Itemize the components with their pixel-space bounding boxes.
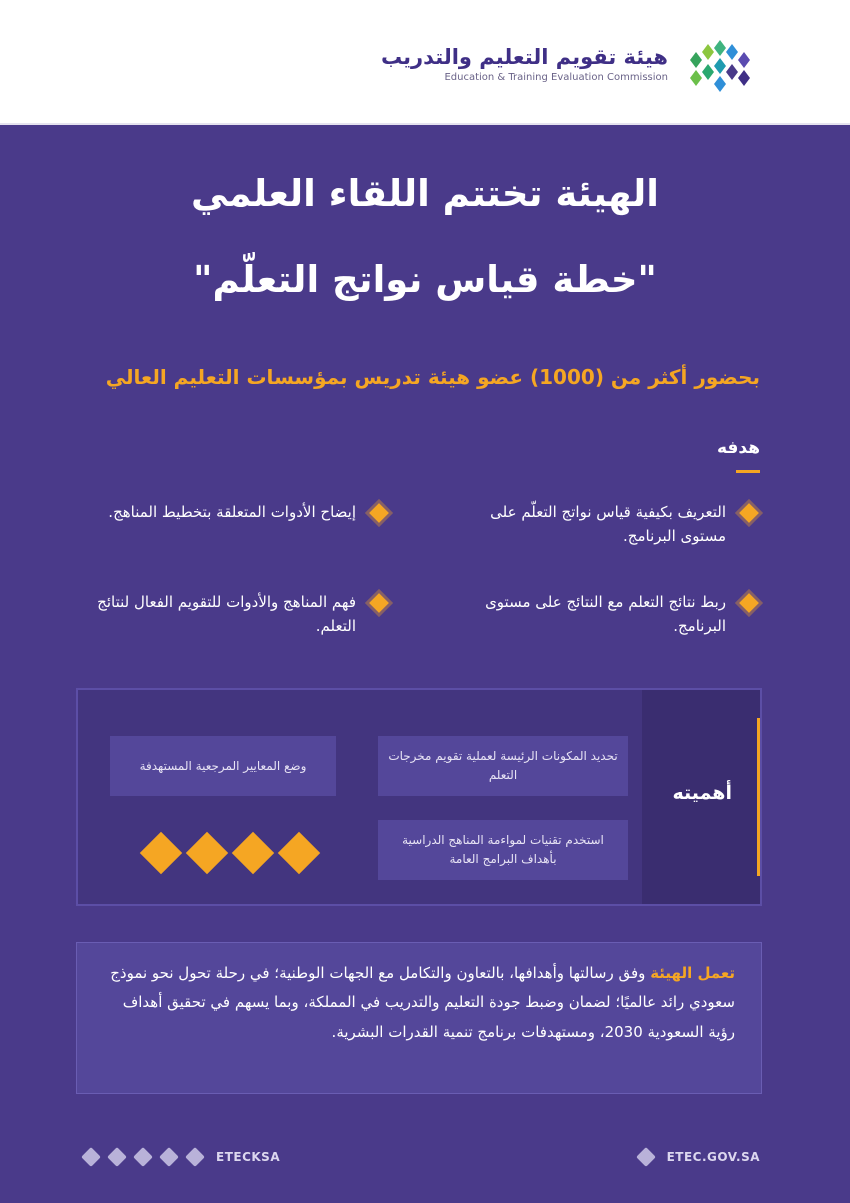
etec-logo-icon bbox=[680, 36, 760, 92]
importance-card bbox=[110, 736, 336, 796]
globe-icon bbox=[635, 1146, 657, 1168]
facebook-icon[interactable] bbox=[184, 1146, 206, 1168]
subtitle: بحضور أكثر من (1000) عضو هيئة تدريس بمؤسسات التعليم العالي bbox=[105, 365, 760, 389]
linkedin-icon[interactable] bbox=[106, 1146, 128, 1168]
importance-card-text: تحديد المكونات الرئيسة لعملية تقويم مخرجات التعلم bbox=[388, 749, 618, 782]
org-name-en: Education & Training Evaluation Commission bbox=[444, 72, 668, 84]
importance-label-panel bbox=[642, 690, 760, 904]
title-line-2: "خطة قياس نواتج التعلّم" bbox=[193, 258, 657, 301]
mission-text: وفق رسالتها وأهدافها، بالتعاون والتكامل مع الجهات الوطنية؛ في رحلة تحول نحو نموذج سعودي رائد عالميًا؛ لضمان وضبط جودة التعليم والتدريب في المملكة، وبما يسهم في تحقيق أهداف رؤية السعودية 2030، ومستهدفات برنامج تنمية القدرات البشرية. bbox=[110, 964, 735, 1041]
footer-website bbox=[635, 1146, 760, 1168]
diamond-icon bbox=[140, 832, 182, 874]
social-handle[interactable]: ETECKSA bbox=[216, 1150, 281, 1164]
org-name-ar: هيئة تقويم التعليم والتدريب bbox=[380, 44, 668, 69]
mission-highlight: تعمل الهيئة bbox=[650, 964, 735, 982]
website-link[interactable]: ETEC.GOV.SA bbox=[666, 1150, 760, 1164]
goal-item bbox=[70, 590, 390, 638]
importance-section bbox=[76, 688, 762, 906]
goal-text: إيضاح الأدوات المتعلقة بتخطيط المناهج. bbox=[108, 503, 356, 521]
importance-card-text: وضع المعايير المرجعية المستهدفة bbox=[139, 758, 307, 773]
goal-text: التعريف بكيفية قياس نواتج التعلّم على مستوى البرنامج. bbox=[490, 503, 726, 545]
diamond-bullet-icon bbox=[739, 593, 759, 613]
goals-heading: هدفه bbox=[716, 438, 760, 458]
diamond-bullet-icon bbox=[739, 503, 759, 523]
importance-card bbox=[378, 820, 628, 880]
diamond-icon bbox=[232, 832, 274, 874]
importance-accent-bar bbox=[757, 718, 760, 876]
diamond-bullet-icon bbox=[369, 593, 389, 613]
importance-card-text: استخدم تقنيات لمواءمة المناهج الدراسية بأهداف البرامج العامة bbox=[402, 833, 604, 866]
footer-social bbox=[80, 1146, 280, 1168]
title-line-1: الهيئة تختتم اللقاء العلمي bbox=[191, 172, 659, 215]
logo-text bbox=[381, 45, 668, 83]
diamond-icon bbox=[278, 832, 320, 874]
social-icons bbox=[80, 1146, 206, 1168]
youtube-icon[interactable] bbox=[158, 1146, 180, 1168]
importance-label: أهميته bbox=[672, 782, 732, 804]
x-icon[interactable] bbox=[80, 1146, 102, 1168]
decorative-diamonds bbox=[140, 832, 330, 872]
goal-text: ربط نتائج التعلم مع النتائج على مستوى البرنامج. bbox=[485, 593, 726, 635]
goal-item bbox=[440, 500, 760, 548]
goal-item bbox=[70, 500, 390, 524]
goal-text: فهم المناهج والأدوات للتقويم الفعال لنتائج التعلم. bbox=[97, 593, 356, 635]
importance-card bbox=[378, 736, 628, 796]
diamond-bullet-icon bbox=[369, 503, 389, 523]
goals-heading-underline bbox=[736, 470, 760, 473]
header bbox=[0, 0, 850, 125]
diamond-icon bbox=[186, 832, 228, 874]
mission-statement bbox=[76, 942, 762, 1094]
logo bbox=[381, 36, 760, 92]
goal-item bbox=[440, 590, 760, 638]
instagram-icon[interactable] bbox=[132, 1146, 154, 1168]
